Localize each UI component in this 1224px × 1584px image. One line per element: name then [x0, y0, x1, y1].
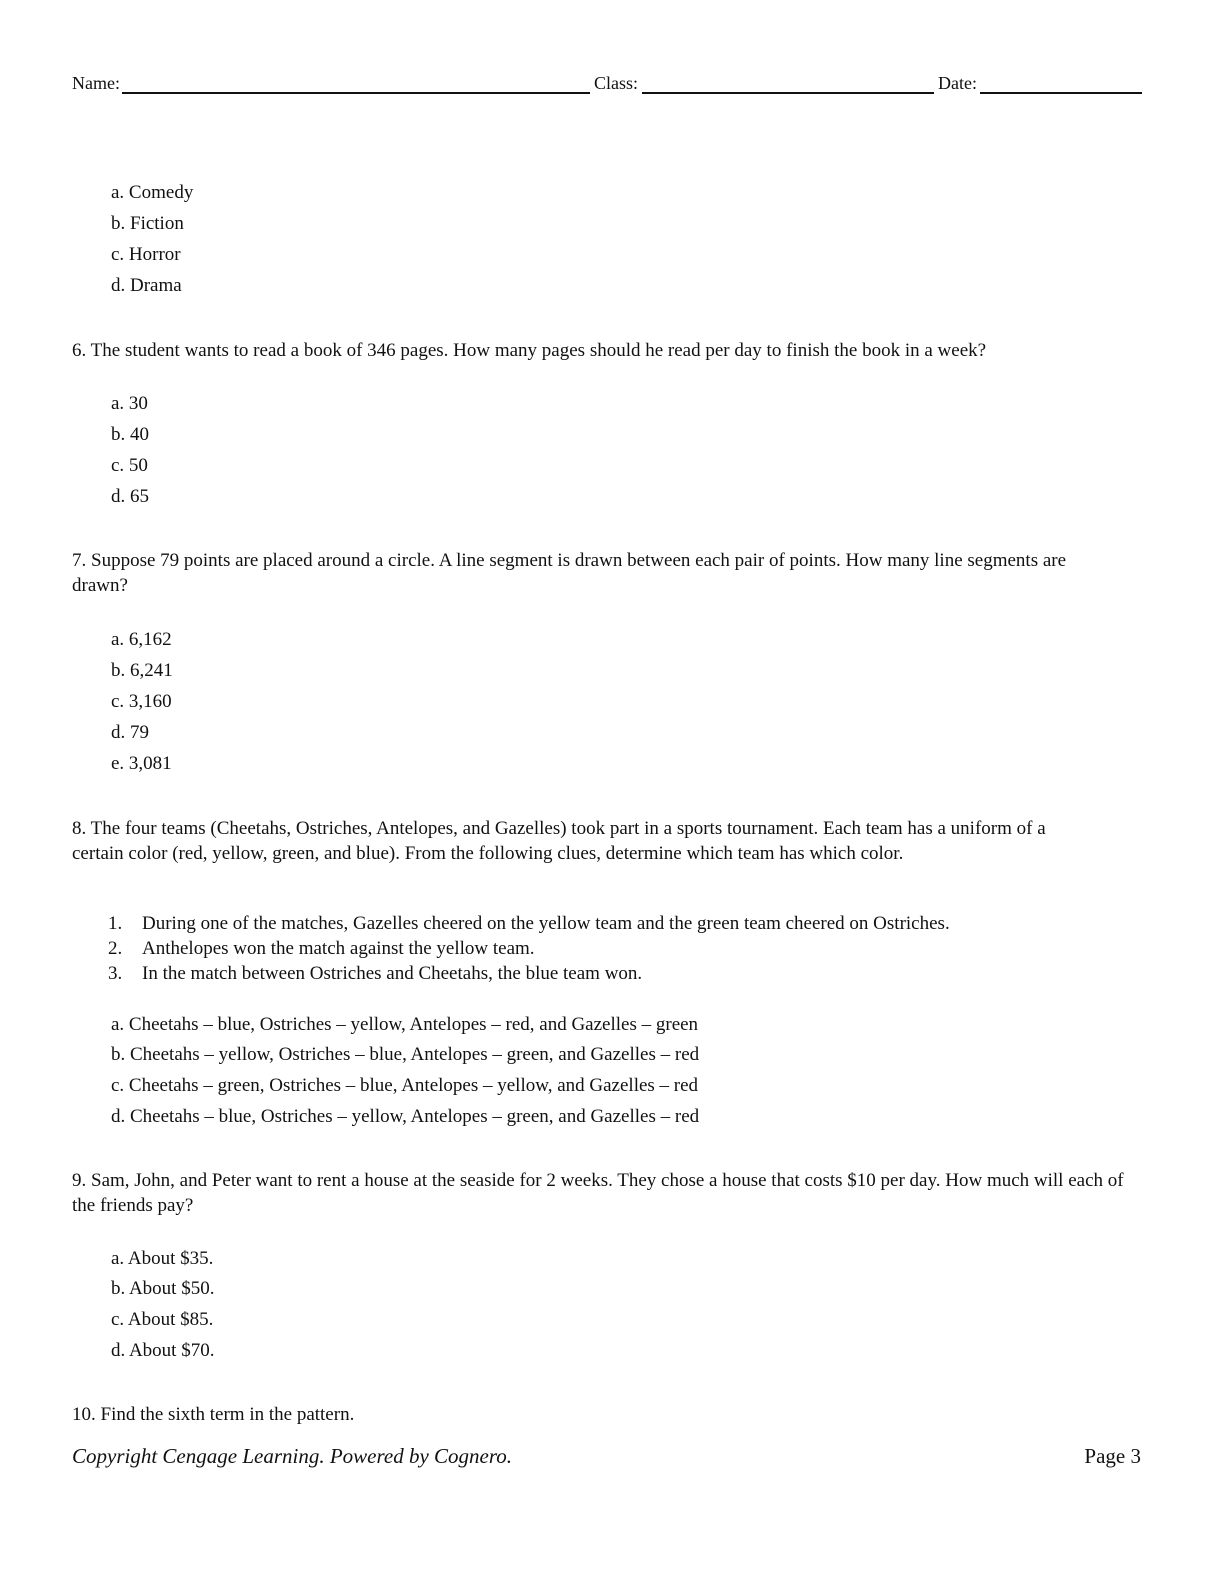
- date-label: Date:: [938, 73, 977, 93]
- q8-stem: 8. The four teams (Cheetahs, Ostriches, Antelopes, and Gazelles) took part in a sports tournament. Each team has a uniform of a certain color (red, yellow, green, and blue). From the following clues, determine which team has which color.: [72, 818, 1046, 864]
- q5-option-d: d. Drama: [111, 275, 182, 296]
- clue-text: In the match between Ostriches and Cheetahs, the blue team won.: [142, 963, 643, 984]
- q8-clue-3: [108, 962, 642, 986]
- q6-option-c: c. 50: [111, 455, 148, 476]
- name-label: Name:: [72, 73, 120, 93]
- class-line: [642, 92, 934, 94]
- class-label: Class:: [594, 73, 639, 93]
- q5-option-b: b. Fiction: [111, 213, 184, 234]
- clue-number: 1.: [108, 913, 123, 934]
- q7-stem: 7. Suppose 79 points are placed around a circle. A line segment is drawn between each pair of points. How many line segments are drawn?: [72, 550, 1067, 596]
- clue-number: 2.: [108, 938, 123, 959]
- q8-clue-2: [108, 937, 535, 961]
- q7-option-a: a. 6,162: [111, 629, 172, 650]
- date-line: [980, 92, 1142, 94]
- q10-stem: 10. Find the sixth term in the pattern.: [72, 1404, 355, 1425]
- clue-text: Anthelopes won the match against the yellow team.: [142, 938, 535, 959]
- q7-option-b: b. 6,241: [111, 660, 173, 681]
- q9-option-b: b. About $50.: [111, 1278, 215, 1299]
- q8-option-c: c. Cheetahs – green, Ostriches – blue, Antelopes – yellow, and Gazelles – red: [111, 1075, 699, 1096]
- clue-number: 3.: [108, 963, 123, 984]
- q9-option-c: c. About $85.: [111, 1309, 214, 1330]
- q8-clue-1: [108, 912, 950, 936]
- copyright-footer: Copyright Cengage Learning. Powered by Cognero.: [72, 1444, 512, 1468]
- page-number: Page 3: [1084, 1444, 1141, 1468]
- q9-option-d: d. About $70.: [111, 1340, 215, 1361]
- name-line: [122, 92, 590, 94]
- q6-option-b: b. 40: [111, 424, 149, 445]
- q5-option-a: a. Comedy: [111, 182, 194, 203]
- q7-option-e: e. 3,081: [111, 753, 172, 774]
- q6-option-d: d. 65: [111, 486, 149, 507]
- q7-option-c: c. 3,160: [111, 691, 172, 712]
- q6-option-a: a. 30: [111, 393, 148, 414]
- q9-option-a: a. About $35.: [111, 1248, 214, 1269]
- q8-option-b: b. Cheetahs – yellow, Ostriches – blue, Antelopes – green, and Gazelles – red: [111, 1044, 700, 1065]
- q5-option-c: c. Horror: [111, 244, 181, 265]
- worksheet-header: [72, 72, 1142, 98]
- q9-stem: 9. Sam, John, and Peter want to rent a house at the seaside for 2 weeks. They chose a house that costs $10 per day. How much will each of the friends pay?: [72, 1170, 1124, 1216]
- q7-option-d: d. 79: [111, 722, 149, 743]
- clue-text: During one of the matches, Gazelles cheered on the yellow team and the green team cheered on Ostriches.: [142, 913, 950, 934]
- q8-option-d: d. Cheetahs – blue, Ostriches – yellow, Antelopes – green, and Gazelles – red: [111, 1106, 700, 1127]
- q6-stem: 6. The student wants to read a book of 346 pages. How many pages should he read per day to finish the book in a week?: [72, 340, 987, 361]
- q8-option-a: a. Cheetahs – blue, Ostriches – yellow, Antelopes – red, and Gazelles – green: [111, 1014, 699, 1035]
